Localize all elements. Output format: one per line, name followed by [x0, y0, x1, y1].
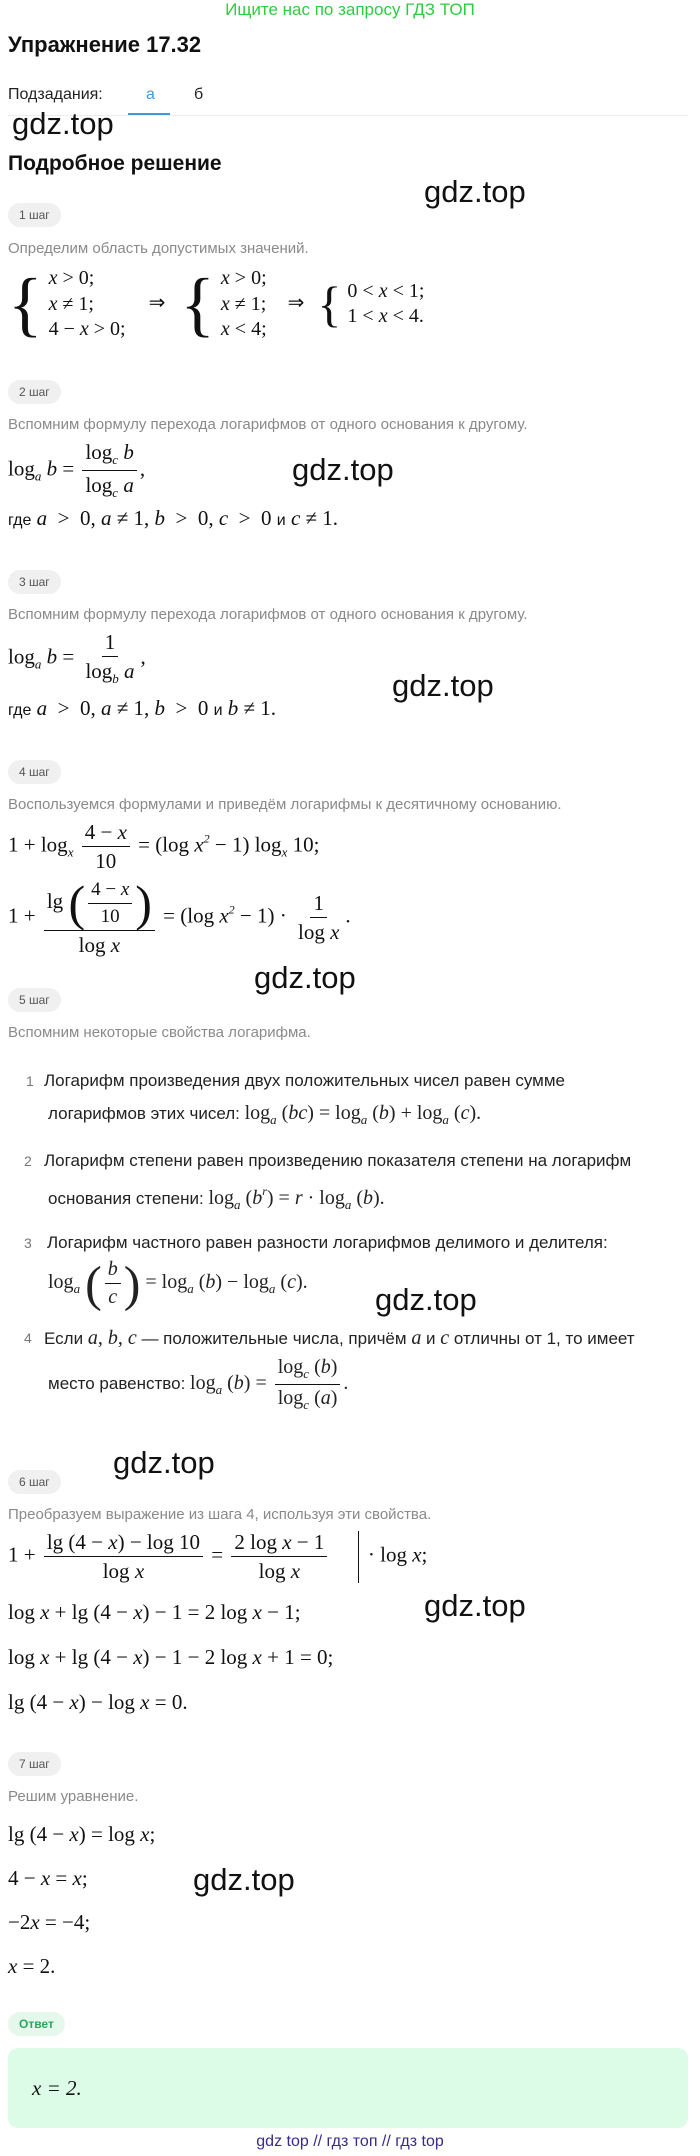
step-7-formula-2: 4 − x = x;	[8, 1866, 88, 1890]
top-banner[interactable]: Ищите нас по запросу ГДЗ ТОП	[225, 0, 475, 19]
property-4-number: 4	[24, 1330, 32, 1346]
property-4-text-d: отличны от 1, то имеет	[453, 1329, 635, 1348]
property-1-line-1: Логарифм произведения двух положительных чисел равен сумме	[44, 1071, 566, 1090]
property-4-line-2: место равенство: $\log_a (b)$ = $\frac{\log_c (b)}{\log_c (a)}$ .	[48, 1356, 349, 1412]
watermark: gdz.top	[193, 1862, 295, 1897]
watermark: gdz.top	[113, 1445, 215, 1480]
property-1-number: 1	[26, 1073, 34, 1089]
property-3-number: 3	[24, 1235, 32, 1251]
step-2-formula: $\log_a b$ = $\frac{\log_c b}{\log_c a}$ ,	[8, 440, 146, 500]
answer-pill: Ответ	[8, 2012, 65, 2036]
step-4-formula-2: 1 + lg ( $\frac{4 - x}{10}$ ) log x = (log $x^2 - 1$) · $\frac{1}{\text{log x}}$ .	[8, 875, 351, 957]
step-5-pill: 5 шаг	[8, 988, 61, 1012]
step-7-pill: 7 шаг	[8, 1752, 61, 1776]
property-2-line-1: Логарифм степени равен произведению показателя степени на логарифм	[44, 1151, 632, 1170]
step-7-desc: Решим уравнение.	[8, 1788, 139, 1805]
step-1-pill: 1 шаг	[8, 203, 61, 227]
property-4-line-1: Если a, b, c — положительные числа, причём a и c отличны от 1, то имеет	[44, 1327, 635, 1349]
watermark: gdz.top	[392, 668, 494, 703]
step-7-formula-1: lg (4 − x) = log x;	[8, 1822, 156, 1846]
page-title: Упражнение 17.32	[8, 32, 202, 57]
section-title: Подробное решение	[8, 152, 222, 175]
property-4-text-c: и	[426, 1329, 436, 1348]
answer-value: x = 2.	[32, 2076, 82, 2100]
step-4-desc: Воспользуемся формулами и приведём логарифмы к десятичному основанию.	[8, 796, 562, 813]
property-4-text-e: место равенство:	[48, 1374, 186, 1394]
tab-a[interactable]: а	[146, 86, 155, 103]
step-6-formula-3: log x + lg (4 − x) − 1 − 2 log x + 1 = 0;	[8, 1645, 334, 1669]
watermark: gdz.top	[424, 174, 526, 209]
property-1-line-2: логарифмов этих чисел: $\log_a (bc) = \log_a (b) + \log_a (c)$.	[48, 1102, 482, 1127]
step-3-formula: $\log_a b$ = $\frac{1}{\log_b a}$ ,	[8, 630, 146, 687]
step-1-desc: Определим область допустимых значений.	[8, 240, 309, 257]
watermark: gdz.top	[12, 106, 114, 141]
footer-links[interactable]: gdz top // гдз топ // гдз top	[256, 2133, 444, 2150]
step-4-pill: 4 шаг	[8, 760, 61, 784]
step-6-pill: 6 шаг	[8, 1470, 61, 1494]
step-4-formula-1: $1 + \log_x$ $\frac{4 - x}{10}$ = (log $x^2 - 1$) $\log_x 10$;	[8, 820, 320, 874]
property-1-text: логарифмов этих чисел:	[48, 1104, 240, 1123]
step-3-desc: Вспомним формулу перехода логарифмов от одного основания к другому.	[8, 606, 528, 623]
step-3-conditions: где a > 0, a ≠ 1, b > 0 и b ≠ 1.	[8, 696, 277, 720]
where-label: где	[8, 702, 32, 719]
watermark: gdz.top	[254, 960, 356, 995]
property-4-text-b: — положительные числа, причём	[141, 1329, 407, 1348]
step-6-formula-1: 1 + $\frac{\lg (4 - x) - \log 10}{\text{log x}}$ = $\frac{\text{2 log x − 1}}{\text{log x}}$ · log x;	[8, 1530, 428, 1584]
subtasks-label: Подзадания:	[8, 86, 103, 103]
step-2-conditions: где a > 0, a ≠ 1, b > 0, c > 0 и c ≠ 1.	[8, 506, 339, 530]
step-6-formula-2: log x + lg (4 − x) − 1 = 2 log x − 1;	[8, 1600, 301, 1624]
step-5-desc: Вспомним некоторые свойства логарифма.	[8, 1024, 311, 1041]
property-2-text: основания степени:	[48, 1189, 204, 1208]
tab-b[interactable]: б	[194, 86, 204, 103]
answer-box	[8, 2048, 688, 2128]
watermark: gdz.top	[375, 1282, 477, 1317]
property-2-number: 2	[24, 1153, 32, 1169]
watermark: gdz.top	[292, 452, 394, 487]
step-6-desc: Преобразуем выражение из шага 4, используя эти свойства.	[8, 1506, 432, 1523]
step-2-desc: Вспомним формулу перехода логарифмов от одного основания к другому.	[8, 416, 528, 433]
step-3-pill: 3 шаг	[8, 570, 61, 594]
step-2-pill: 2 шаг	[8, 380, 61, 404]
property-4-text-a: Если	[44, 1329, 84, 1348]
property-3-line-2: $\log_a$ ( $\frac{b}{c}$ ) = $\log_a (b) - \log_a (c)$.	[48, 1255, 308, 1312]
step-7-formula-4: x = 2.	[8, 1954, 56, 1978]
step-6-formula-4: lg (4 − x) − log x = 0.	[8, 1690, 188, 1714]
watermark: gdz.top	[424, 1588, 526, 1623]
step-7-formula-3: −2x = −4;	[8, 1910, 91, 1934]
step-1-formula: { x > 0; x ≠ 1; 4 − x > 0; ⇒ { x > 0; x ≠ 1; x < 4; ⇒ { 0 < x < 1; 1 < x < 4.	[8, 264, 425, 345]
where-label: где	[8, 512, 32, 529]
property-2-line-2: основания степени: $\log_a (b^r) = r \cdot \log_a (b)$.	[48, 1184, 385, 1212]
property-3-line-1: Логарифм частного равен разности логарифмов делимого и делителя:	[47, 1233, 608, 1252]
